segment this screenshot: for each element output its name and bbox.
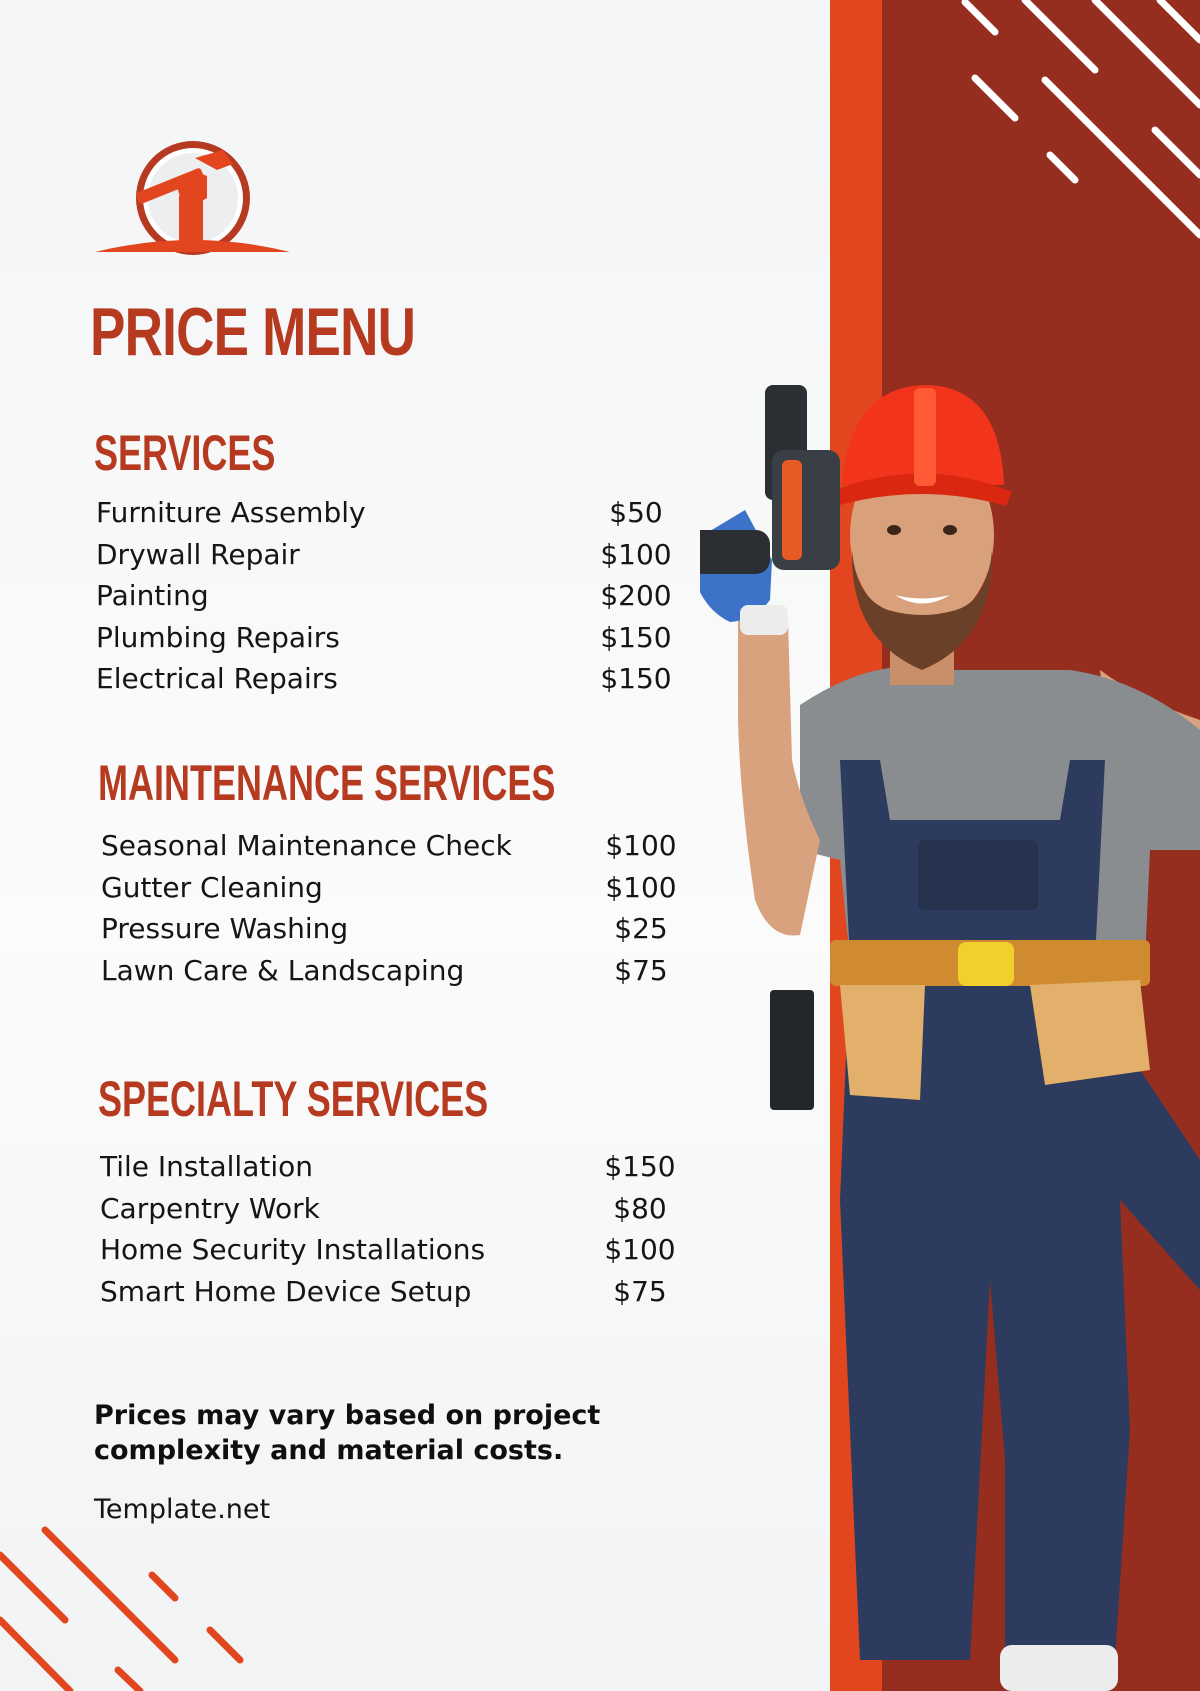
pricing-note: Prices may vary based on project complexity and material costs. xyxy=(94,1400,601,1466)
list-item xyxy=(96,492,676,534)
item-name: Furniture Assembly xyxy=(96,496,366,530)
list-item xyxy=(96,575,676,617)
maintenance-list xyxy=(101,825,681,991)
item-name: Pressure Washing xyxy=(101,912,349,946)
item-name: Smart Home Device Setup xyxy=(100,1274,472,1308)
item-name: Gutter Cleaning xyxy=(101,870,323,904)
list-item xyxy=(100,1229,680,1271)
section-heading-services: SERVICES xyxy=(94,425,276,481)
list-item xyxy=(101,908,681,950)
handyman-photo xyxy=(700,200,1200,1691)
item-price: $25 xyxy=(614,912,668,946)
item-name: Home Security Installations xyxy=(100,1233,486,1267)
item-price: $150 xyxy=(604,1150,676,1184)
item-price: $100 xyxy=(605,870,677,904)
item-price: $80 xyxy=(613,1191,667,1225)
list-item xyxy=(96,658,676,700)
hammer-fist-logo-icon xyxy=(95,140,295,260)
services-list xyxy=(96,492,676,700)
list-item xyxy=(101,825,681,867)
item-price: $150 xyxy=(600,620,672,654)
item-price: $50 xyxy=(609,496,663,530)
item-price: $100 xyxy=(604,1233,676,1267)
brand-text: Template.net xyxy=(94,1494,271,1525)
item-price: $200 xyxy=(600,579,672,613)
page-title: PRICE MENU xyxy=(90,294,416,370)
item-price: $100 xyxy=(600,537,672,571)
item-name: Tile Installation xyxy=(100,1150,314,1184)
item-name: Seasonal Maintenance Check xyxy=(101,829,512,863)
item-name: Plumbing Repairs xyxy=(96,620,340,654)
item-name: Lawn Care & Landscaping xyxy=(101,953,465,987)
list-item xyxy=(101,867,681,909)
item-name: Carpentry Work xyxy=(100,1191,320,1225)
list-item xyxy=(100,1146,680,1188)
list-item xyxy=(101,950,681,992)
item-price: $100 xyxy=(605,829,677,863)
list-item xyxy=(100,1271,680,1313)
section-heading-maintenance: MAINTENANCE SERVICES xyxy=(98,755,556,811)
item-price: $75 xyxy=(613,1274,667,1308)
specialty-list xyxy=(100,1146,680,1312)
list-item xyxy=(96,617,676,659)
item-price: $75 xyxy=(614,953,668,987)
item-price: $150 xyxy=(600,662,672,696)
item-name: Painting xyxy=(96,579,209,613)
list-item xyxy=(96,534,676,576)
list-item xyxy=(100,1188,680,1230)
section-heading-specialty: SPECIALTY SERVICES xyxy=(98,1071,489,1127)
item-name: Drywall Repair xyxy=(96,537,300,571)
item-name: Electrical Repairs xyxy=(96,662,338,696)
